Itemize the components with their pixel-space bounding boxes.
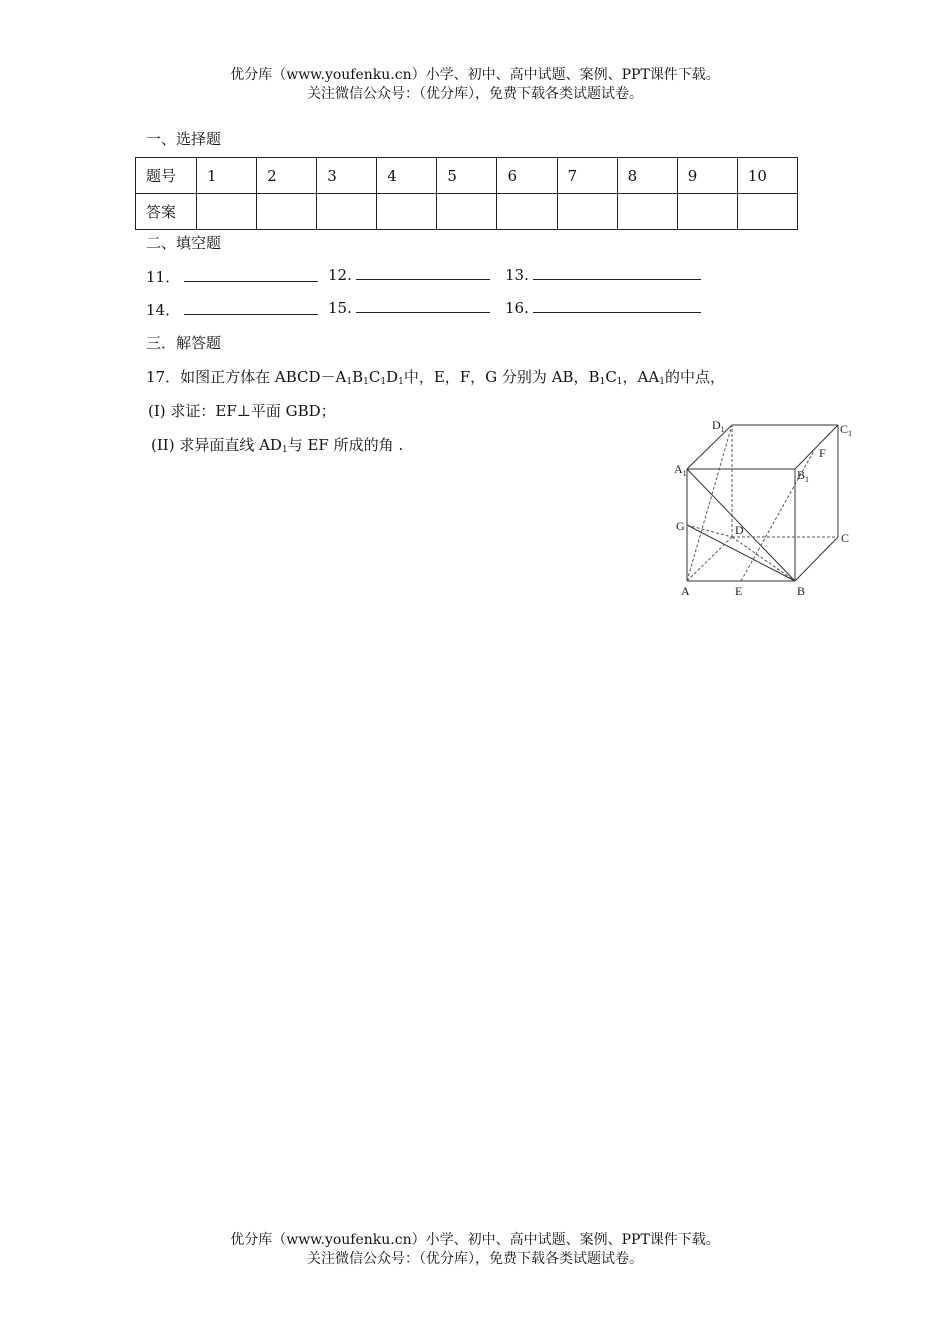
table-row-answers <box>136 194 798 230</box>
label-A: A <box>681 584 690 598</box>
segment-G-D <box>687 525 732 537</box>
question-number-cell: 9 <box>677 158 737 194</box>
answer-cell[interactable] <box>437 194 497 230</box>
label-B: B <box>797 584 806 598</box>
segment-A-D1 <box>687 425 732 581</box>
blank-line-16[interactable] <box>533 311 701 313</box>
section-1-title: 一、选择题 <box>146 130 222 148</box>
answer-cell[interactable] <box>617 194 677 230</box>
blank-line-14[interactable] <box>184 313 318 315</box>
label-E: E <box>735 584 743 598</box>
header-line-1: 优分库（www.youfenku.cn）小学、初中、高中试题、案例、PPT课件下载。 <box>230 67 720 83</box>
question-17-stem: 17．如图正方体在 $ABCD-A_1B_1C_1D_1$中，E，F，G 分别为 AB，$B_1C_1$，$AA_1$的中点， <box>146 368 725 387</box>
footer-line-1: 优分库（www.youfenku.cn）小学、初中、高中试题、案例、PPT课件下载。 <box>230 1232 720 1248</box>
edge-A1-D1 <box>687 425 732 469</box>
blank-line-13[interactable] <box>533 278 701 280</box>
answer-cell[interactable] <box>197 194 257 230</box>
question-number-cell: 3 <box>317 158 377 194</box>
blank-line-11[interactable] <box>184 280 318 282</box>
answer-cell[interactable] <box>317 194 377 230</box>
question-number-cell: 7 <box>557 158 617 194</box>
footer-line-2: 关注微信公众号：（优分库），免费下载各类试题试卷。 <box>307 1251 643 1267</box>
answer-cell[interactable] <box>677 194 737 230</box>
row-label-answer: 答案 <box>136 194 197 230</box>
section-2-title: 二、填空题 <box>146 234 222 252</box>
question-17-part-1: (I) 求证：EF⊥平面 GBD； <box>148 402 336 420</box>
answer-cell[interactable] <box>257 194 317 230</box>
label-F: F <box>819 446 826 460</box>
question-number-cell: 1 <box>197 158 257 194</box>
question-number-cell: 5 <box>437 158 497 194</box>
blank-label-12: 12. <box>328 266 352 284</box>
question-number-cell: 6 <box>497 158 557 194</box>
page-footer <box>0 1231 950 1269</box>
answer-cell[interactable] <box>377 194 437 230</box>
blank-label-15: 15. <box>328 299 352 317</box>
blank-label-11: 11． <box>146 268 181 286</box>
hidden-edge-A-D <box>687 537 732 581</box>
label-D1: $D_1$ <box>712 418 725 434</box>
blank-label-14: 14． <box>146 301 181 319</box>
edge-B-C <box>795 537 838 581</box>
row-label-number: 题号 <box>136 158 197 194</box>
page-header <box>0 66 950 104</box>
segment-D-B <box>732 537 795 581</box>
question-number-cell: 10 <box>737 158 797 194</box>
header-line-2: 关注微信公众号：（优分库），免费下载各类试题试卷。 <box>307 86 643 102</box>
answer-cell[interactable] <box>497 194 557 230</box>
label-D: D <box>735 523 744 537</box>
edge-B1-C1 <box>795 425 838 469</box>
label-C: C <box>841 531 850 545</box>
blank-line-12[interactable] <box>356 278 490 280</box>
section-3-title: 三．解答题 <box>146 334 222 352</box>
table-row-numbers <box>136 158 798 194</box>
blank-label-13: 13. <box>505 266 529 284</box>
question-number-cell: 8 <box>617 158 677 194</box>
label-B1: $B_1$ <box>797 468 810 484</box>
question-number-cell: 4 <box>377 158 437 194</box>
question-number-cell: 2 <box>257 158 317 194</box>
label-A1: $A_1$ <box>674 462 687 478</box>
answer-table <box>135 157 798 230</box>
answer-cell[interactable] <box>737 194 797 230</box>
blank-line-15[interactable] <box>356 311 490 313</box>
answer-cell[interactable] <box>557 194 617 230</box>
label-G: G <box>676 519 685 533</box>
question-17-part-2: (II) 求异面直线 $AD_1$与 EF 所成的角 . <box>151 436 404 455</box>
label-C1: $C_1$ <box>840 422 853 438</box>
blank-label-16: 16. <box>505 299 529 317</box>
cube-figure <box>670 412 870 602</box>
